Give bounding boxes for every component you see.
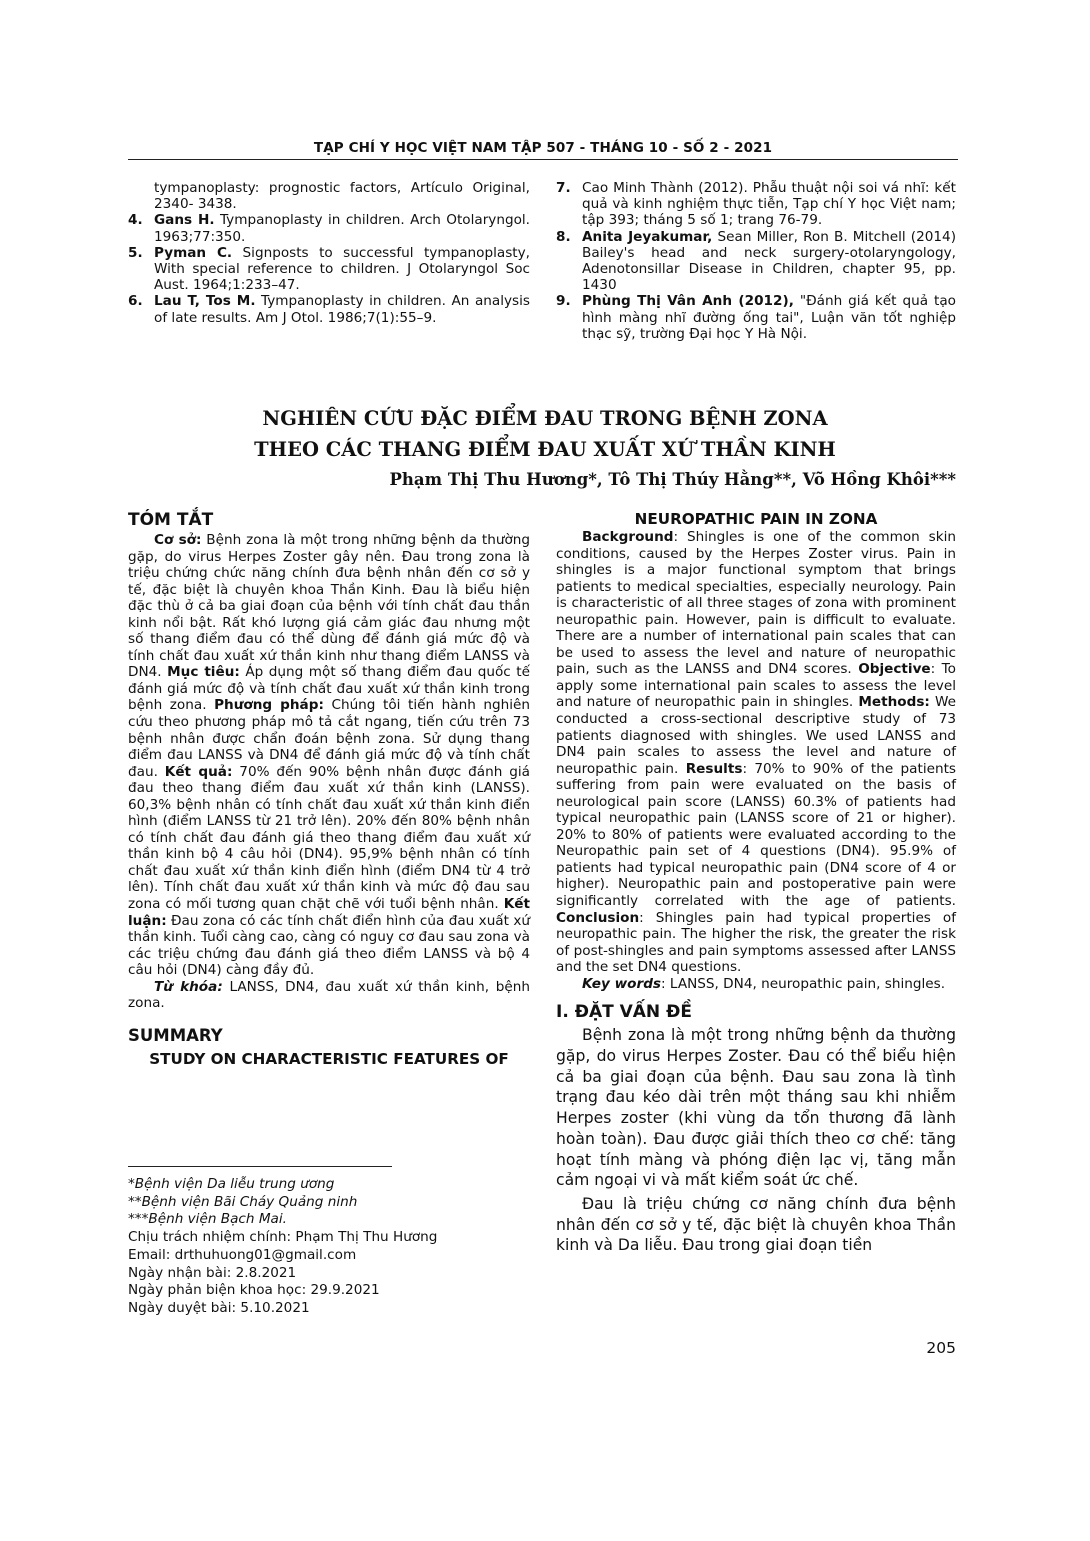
reference-item: 4. Gans H. Tympanoplasty in children. Arch Otolaryngol. 1963;77:350. [128,212,531,245]
intro-heading: I. ĐẶT VẤN ĐỀ [556,1002,692,1023]
intro-paragraph-2: Đau là triệu chứng cơ năng chính đưa bệnh nhân đến cơ sở y tế, đặc biệt là chuyên khoa Thần kinh và Da liễu. Đau trong giai đoạn tiền [556,1194,956,1255]
accepted-date: Ngày duyệt bài: 5.10.2021 [128,1299,310,1316]
affiliation-1: *Bệnh viện Da liễu trung ương [128,1176,335,1192]
reference-item: 7. Cao Minh Thành (2012). Phẫu thuật nội soi vá nhĩ: kết quả và kinh nghiệm thực tiễn, Tạp chí Y học Việt nam; tập 393; tháng 5 số 1; trang 76-79. [556,180,956,229]
footnote-divider [128,1166,392,1167]
review-date: Ngày phản biện khoa học: 29.9.2021 [128,1282,380,1299]
reference-item: 9. Phùng Thị Vân Anh (2012), "Đánh giá kết quả tạo hình màng nhĩ đường ống tai", Luận văn tốt nghiệp thạc sỹ, trường Đại học Y Hà Nội. [556,293,956,342]
summary-heading: SUMMARY [128,1025,223,1045]
article-title [130,403,960,465]
email: Email: drthuhuong01@gmail.com [128,1246,357,1263]
intro-paragraph-1: Bệnh zona là một trong những bệnh da thường gặp, do virus Herpes Zoster. Đau có thể biểu hiện cả ba giai đoạn của bệnh. Đau sau zona là tình trạng đau kéo dài trên một tháng sau khi nhiễm Herpes zoster (khi vùng da tổn thương đã lành hoàn toàn). Đau được giải thích theo cơ chế: tăng hoạt tính màng và phóng điện lạc vị, tăng mẫn cảm ngoại vi và mất kiểm soát ức chế. [556,1026,956,1190]
reference-item: 5. Pyman C. Signposts to successful tympanoplasty, With special reference to children. J Otolaryngol Soc Aust. 1964;1:233–47. [128,244,530,294]
references-left [128,180,530,326]
article-title-line-2: THEO CÁC THANG ĐIỂM ĐAU XUẤT XỨ THẦN KINH [254,438,836,461]
affiliation-3: ***Bệnh viện Bạch Mai. [128,1211,287,1228]
left-column [128,510,530,1068]
affiliation-2: **Bệnh viện Bãi Cháy Quảng ninh [128,1193,358,1210]
key-words: Key words: LANSS, DN4, neuropathic pain, shingles. [582,975,946,992]
tom-tat-heading: TÓM TẮT [128,510,214,530]
summary-title-part2: NEUROPATHIC PAIN IN ZONA [634,510,878,528]
tom-tat-body: Cơ sở: Bệnh zona là một trong những bệnh da thường gặp, do virus Herpes Zoster gây nên. Đau trong zona là triệu chứng chức năng chính đưa bệnh nhân đến cơ sở y tế, đặc biệt là chuyên khoa Thần Kinh. Đau là biểu hiện đặc thù ở cả ba giai đoạn của bệnh với tính chất đau thần kinh nổi bật. Rất khó lượng giá cảm giác đau nhưng một số thang điểm đau có thể dùng để đánh giá mức độ và tính chất đau xuất xứ thần kinh như thang điểm LANSS và DN4. Mục tiêu: Áp dụng một số thang điểm đau quốc tế đánh giá mức độ và tính chất đau xuất xứ thần kinh trong bệnh zona. Phương pháp: Chúng tôi tiến hành nghiên cứu theo phương pháp mô tả cắt ngang, tiến cứu trên 73 bệnh nhân được chẩn đoán bệnh zona. Sử dụng thang điểm đau LANSS và DN4 để đánh giá mức độ và tính chất đau. Kết quả: 70% đến 90% bệnh nhân được đánh giá đau theo thang điểm đau xuất xứ thần kinh (LANSS). 60,3% bệnh nhân có tính chất đau xuất xứ thần kinh điển hình (điểm LANSS từ 21 trở lên). 20% đến 80% bệnh nhân có tính chất đau đánh giá theo thang điểm đau xuất xứ thần kinh bộ 4 câu hỏi (DN4). 95,9% bệnh nhân có tính chất đau xuất xứ thần kinh điển hình (điểm DN4 từ 4 trở lên). Tính chất đau xuất xứ thần kinh và mức độ đau sau zona có mối tương quan chặt chẽ với tuổi bệnh nhân. Kết luận: Đau zona có các tính chất điển hình của đau xuất xứ thần kinh. Tuổi càng cao, càng có nguy cơ đau sau zona và các triệu chứng đau đánh giá theo điểm LANSS và bộ 4 câu hỏi (DN4) càng đầy đủ. [128,532,531,979]
reference-item: 8. Anita Jeyakumar, Sean Miller, Ron B. Mitchell (2014) Bailey's head and neck surgery-otolaryngology, Adenotonsillar Disease in Children, chapter 95, pp. 1430 [556,228,957,294]
summary-title-part1: STUDY ON CHARACTERISTIC FEATURES OF [149,1049,509,1068]
footnotes [128,1176,528,1318]
article-authors: Phạm Thị Thu Hương*, Tô Thị Thúy Hằng**, Võ Hồng Khôi*** [389,470,956,489]
reference-item: tympanoplasty: prognostic factors, Artículo Original, 2340- 3438. [154,180,530,213]
reference-item: 6. Lau T, Tos M. Tympanoplasty in children. An analysis of late results. Am J Otol. 1986;7(1):55–9. [128,293,530,326]
summary-body: Background: Shingles is one of the common skin conditions, caused by the Herpes Zoster virus. Pain in shingles is a major functional symptom that brings patients to medical specialties, especially neurology. Pain is characteristic of all three stages of zona with prominent neuropathic pain. However, pain is difficult to evaluate. There are a number of international pain scales that can be used to assess the level and nature of neuropathic pain, such as the LANSS and DN4 scores. Objective: To apply some international pain scales to assess the level and nature of neuropathic pain in shingles. Methods: We conducted a cross-sectional descriptive study of 73 patients diagnosed with shingles. We used LANSS and DN4 pain scales to assess the level and nature of neuropathic pain. Results: 70% to 90% of the patients suffering from pain were evaluated on the basis of neurological pain score (LANSS) 60.3% of patients had typical neuropathic pain (LANSS score of 21 or higher). 20% to 80% of patients were evaluated according to the Neuropathic pain set of 4 questions (DN4). 95.9% of patients had typical neuropathic pain (DN4 score of 4 or higher). Neuropathic pain and postoperative pain were significantly correlated with the age of patients. Conclusion: Shingles pain had typical properties of neuropathic pain. The higher the risk, the greater the risk of post-shingles and pain symptoms assessed after LANSS and the set DN4 questions. [556,529,957,976]
received-date: Ngày nhận bài: 2.8.2021 [128,1264,297,1281]
page-number: 205 [926,1339,956,1357]
header-divider [128,159,958,160]
article-title-line-1: NGHIÊN CỨU ĐẶC ĐIỂM ĐAU TRONG BỆNH ZONA [262,407,828,430]
tu-khoa: Từ khóa: LANSS, DN4, đau xuất xứ thần kinh, bệnh zona. [128,978,530,1012]
right-column [556,510,956,1256]
references-right [556,180,956,342]
journal-header: TẠP CHÍ Y HỌC VIỆT NAM TẬP 507 - THÁNG 10 - SỐ 2 - 2021 [313,140,773,156]
corresponding-author: Chịu trách nhiệm chính: Phạm Thị Thu Hương [128,1229,438,1246]
